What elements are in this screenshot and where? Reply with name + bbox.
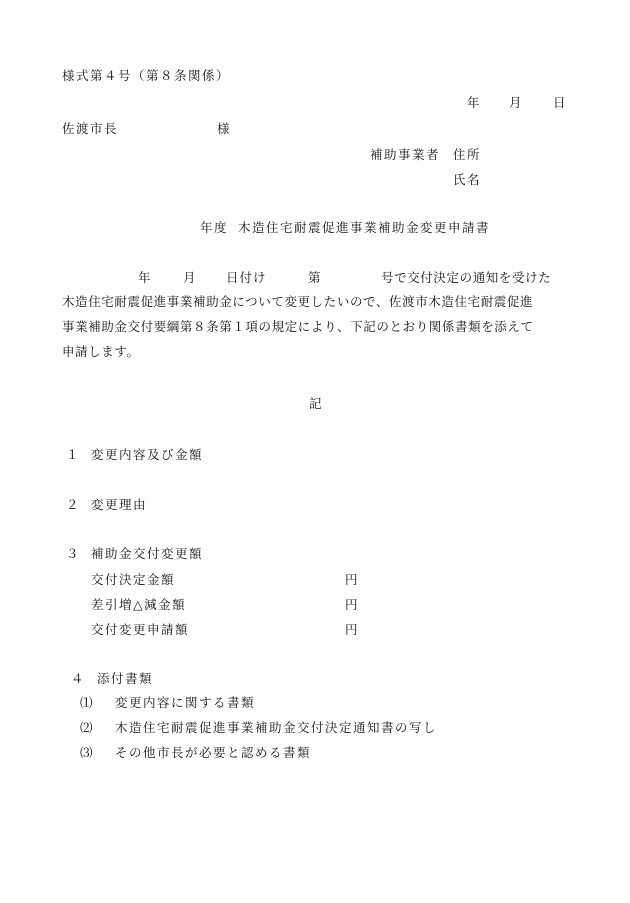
date-day-label: 日 [553, 95, 566, 110]
item2-number: ２ [66, 497, 79, 512]
item3-number: ３ [66, 546, 79, 561]
applicant-role: 補助事業者 [370, 147, 441, 162]
applicant-name-label: 氏名 [453, 172, 482, 187]
item3-row-1-label: 交付決定金額 [91, 572, 176, 587]
item3-row-2-unit: 円 [345, 597, 358, 612]
item4-label: 添付書類 [97, 671, 154, 686]
body-line-4: 申請します。 [62, 344, 140, 359]
applicant-address-label: 住所 [453, 147, 482, 162]
title-year-label: 年度 [200, 220, 229, 235]
date-month-label: 月 [509, 95, 522, 110]
item3-row-3-unit: 円 [345, 622, 358, 637]
item2-label: 変更理由 [91, 497, 148, 512]
doc-1-text: 変更内容に関する書類 [115, 695, 256, 710]
item1-number: １ [66, 447, 79, 462]
body-line-3: 事業補助金交付要綱第８条第１項の規定により、下記のとおり関係書類を添えて [62, 319, 534, 334]
doc-3-number: ⑶ [80, 745, 93, 760]
doc-2-number: ⑵ [80, 720, 93, 735]
body-dai: 第 [308, 270, 321, 285]
item4-number: ４ [71, 671, 84, 686]
document-title [200, 218, 490, 236]
ki-heading: 記 [309, 396, 322, 411]
date-year-label: 年 [467, 95, 480, 110]
addressee-honorific: 様 [217, 121, 230, 136]
body-month: 月 [183, 270, 196, 285]
item3-row-3-label: 交付変更申請額 [91, 622, 190, 637]
body-line1-rest: 号で交付決定の通知を受けた [381, 270, 552, 285]
addressee-name: 佐渡市長 [62, 121, 119, 136]
item3-label: 補助金交付変更額 [91, 546, 204, 561]
body-year: 年 [138, 270, 151, 285]
doc-2-text: 木造住宅耐震促進事業補助金交付決定通知書の写し [115, 720, 438, 735]
body-paragraph [62, 289, 562, 364]
doc-3-text: その他市長が必要と認める書類 [115, 745, 312, 760]
item3-row-1-unit: 円 [345, 572, 358, 587]
title-text: 木造住宅耐震促進事業補助金変更申請書 [238, 220, 491, 235]
body-line-2: 木造住宅耐震促進事業補助金について変更したいので、佐渡市木造住宅耐震促進 [62, 294, 534, 309]
body-day-suffix: 日付け [226, 270, 267, 285]
doc-1-number: ⑴ [80, 695, 93, 710]
item1-label: 変更内容及び金額 [91, 447, 204, 462]
form-number: 様式第４号（第８条関係） [62, 68, 231, 83]
item3-row-2-label: 差引増△減金額 [91, 597, 187, 612]
